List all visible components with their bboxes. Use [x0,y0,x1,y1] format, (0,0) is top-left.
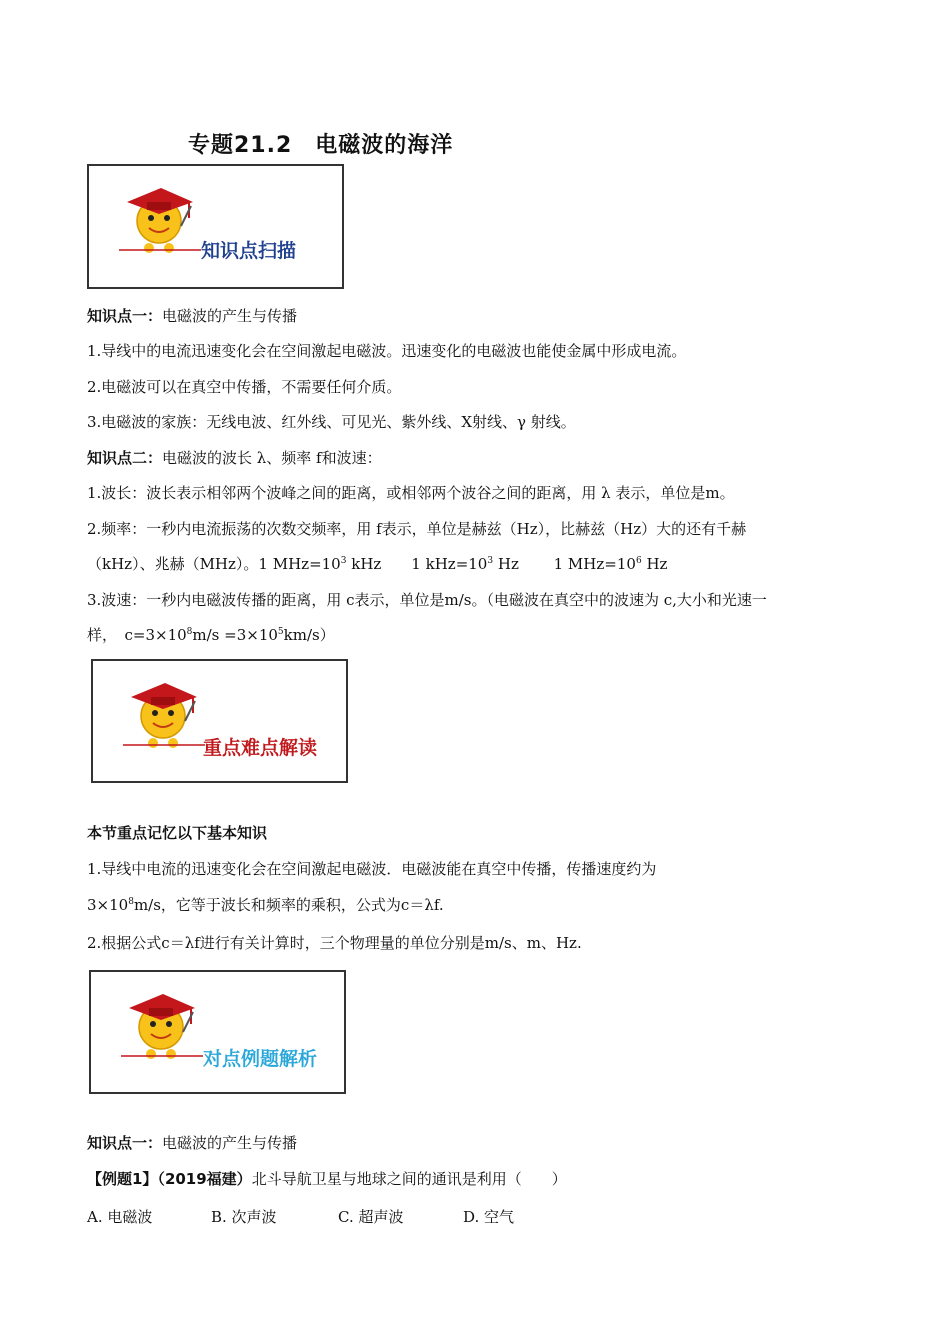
exponent: 3 [487,556,494,566]
text: km/s） [283,626,335,644]
mascot-graduate-icon [89,166,342,287]
banner-key-points [91,659,348,783]
section-heading [87,306,297,326]
paragraph: 2.根据公式c＝λf进行有关计算时，三个物理量的单位分别是m/s、m、Hz. [87,934,582,952]
banner-label: 知识点扫描 [201,240,297,262]
example-text: 北斗导航卫星与地球之间的通讯是利用（ ） [251,1170,567,1188]
section-heading [87,1133,297,1153]
example-tag: 【例题1】（2019福建） [87,1170,252,1188]
paragraph: 2.频率：一秒内电流振荡的次数交频率，用 f表示，单位是赫兹（Hz），比赫兹（Hz）大的还有千赫 [87,520,747,538]
option-d: D. 空气 [463,1208,515,1226]
exponent: 8 [128,897,134,907]
exponent: 3 [340,556,347,566]
exponent: 5 [277,627,284,637]
exponent: 8 [186,627,193,637]
heading-text: 电磁波的产生与传播 [162,307,298,325]
text: 3×10 [87,896,129,914]
heading-label: 知识点一： [87,1134,163,1152]
mascot-graduate-icon [93,661,346,781]
paragraph: 3.波速：一秒内电磁波传播的距离，用 c表示，单位是m/s。（电磁波在真空中的波速为 c,大小和光速一 [87,591,767,609]
text: m/s =3×10 [192,626,278,644]
example-question [87,1169,567,1189]
option-a: A. 电磁波 [87,1208,153,1226]
exponent: 6 [635,556,642,566]
heading-label: 知识点二： [87,449,163,467]
heading-label: 知识点一： [87,307,163,325]
paragraph [87,554,667,574]
paragraph: 1.波长：波长表示相邻两个波峰之间的距离，或相邻两个波谷之间的距离，用 λ 表示，单位是m。 [87,484,735,502]
text: （kHz）、兆赫（MHz）。1 MHz=10 [87,555,341,573]
text: Hz [641,555,668,573]
paragraph: 1.导线中电流的迅速变化会在空间激起电磁波．电磁波能在真空中传播，传播速度约为 [87,860,657,878]
option-c: C. 超声波 [338,1208,404,1226]
text: m/s，它等于波长和频率的乘积，公式为c＝λf. [133,896,444,914]
text: 样， c=3×10 [87,626,187,644]
paragraph: 2.电磁波可以在真空中传播，不需要任何介质。 [87,378,402,396]
heading-text: 电磁波的产生与传播 [162,1134,298,1152]
paragraph: 3.电磁波的家族：无线电波、红外线、可见光、紫外线、X射线、γ 射线。 [87,413,576,431]
paragraph [87,895,444,915]
options-row [87,1207,514,1227]
section-heading: 本节重点记忆以下基本知识 [87,824,268,842]
text: Hz 1 MHz=10 [493,555,636,573]
banner-knowledge-scan [87,164,344,289]
option-b: B. 次声波 [211,1208,277,1226]
banner-label: 重点难点解读 [203,737,318,759]
mascot-graduate-icon [91,972,344,1092]
banner-example-analysis [89,970,346,1094]
paragraph: 1.导线中的电流迅速变化会在空间激起电磁波。迅速变化的电磁波也能使金属中形成电流。 [87,342,687,360]
page-title: 专题21.2 电磁波的海洋 [188,133,454,158]
banner-label: 对点例题解析 [203,1048,318,1070]
paragraph [87,625,335,645]
text: kHz 1 kHz=10 [346,555,488,573]
section-heading [87,448,382,468]
heading-text: 电磁波的波长 λ、频率 f和波速： [162,449,382,467]
